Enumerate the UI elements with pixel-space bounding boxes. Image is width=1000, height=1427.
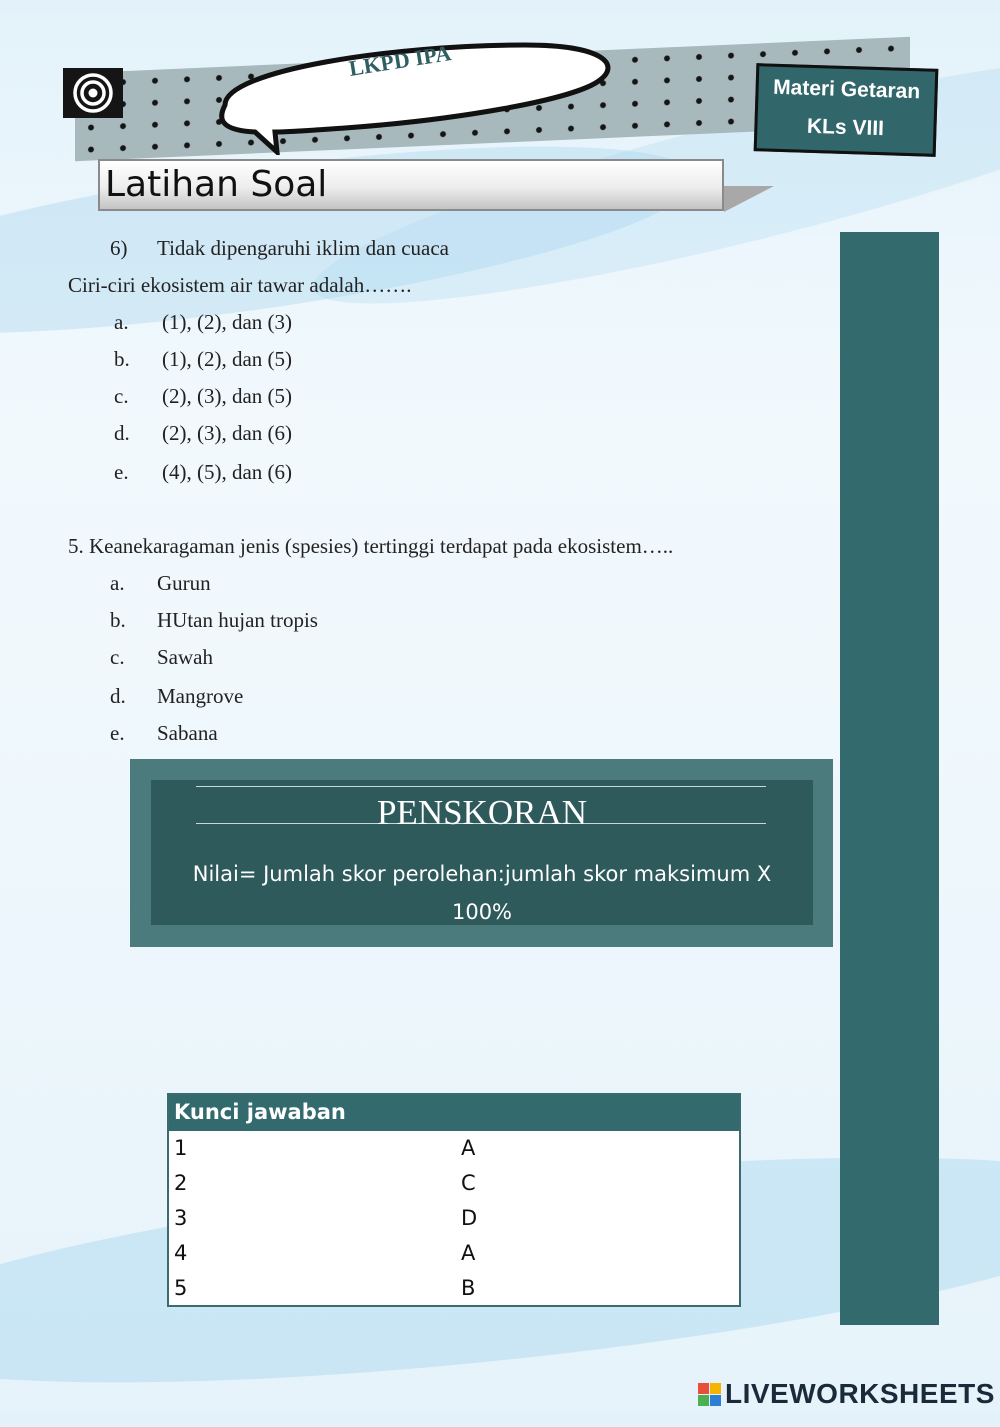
scoring-formula: Nilai= Jumlah skor perolehan:jumlah skor maksimum X 100% [192,862,772,924]
option-label: d. [114,421,130,445]
answer-number: 4 [174,1241,188,1265]
option-text: Sabana [157,721,218,745]
section-title: Latihan Soal [98,159,724,211]
answer-value: C [461,1171,476,1195]
statement-text: Tidak dipengaruhi iklim dan cuaca [157,236,449,260]
option-label: a. [114,310,129,334]
section-title-shadow [724,186,774,212]
topic-subject: Materi Getaran [772,75,921,104]
target-icon [63,68,123,118]
answer-value: A [461,1241,476,1265]
answer-value: B [461,1276,476,1300]
table-row [169,1201,739,1236]
brand-text: LIVEWORKSHEETS [725,1378,995,1409]
answer-value: D [461,1206,478,1230]
question-4-prompt: Ciri-ciri ekosistem air tawar adalah……. [68,273,412,297]
topic-grade: KLs VIII [806,114,885,141]
statement-number: 6) [110,236,128,260]
table-row [169,1131,739,1166]
question-5-prompt: 5. Keanekaragaman jenis (spesies) tertinggi terdapat pada ekosistem….. [68,534,674,558]
option-text: (1), (2), dan (3) [162,310,293,334]
topic-badge [754,63,939,157]
table-row [169,1166,739,1201]
answer-key-table [167,1093,741,1307]
option-label: b. [114,347,130,371]
answer-number: 2 [174,1171,188,1195]
option-label: c. [110,645,125,669]
option-text: Gurun [157,571,211,595]
option-text: (1), (2), dan (5) [162,347,293,371]
option-text: Sawah [157,645,213,669]
table-row [169,1236,739,1271]
option-text: Mangrove [157,684,244,708]
answer-number: 3 [174,1206,188,1230]
option-text: (2), (3), dan (6) [162,421,293,445]
answer-key-header: Kunci jawaban [169,1095,739,1131]
answer-value: A [461,1136,476,1160]
option-label: e. [110,721,125,745]
table-row [169,1271,739,1306]
bubble-title: LKPD IPA [347,40,453,81]
scoring-title: PENSKORAN [376,793,588,832]
option-label: b. [110,608,126,632]
option-label: e. [114,460,129,484]
liveworksheets-logo-icon [698,1383,721,1406]
option-label: c. [114,384,129,408]
option-text: (4), (5), dan (6) [162,460,293,484]
option-text: (2), (3), dan (5) [162,384,293,408]
option-label: d. [110,684,126,708]
answer-number: 1 [174,1136,188,1160]
option-text: HUtan hujan tropis [157,608,318,632]
option-label: a. [110,571,125,595]
side-bar [840,232,939,1325]
answer-number: 5 [174,1276,188,1300]
divider [196,786,766,787]
liveworksheets-brand[interactable] [698,1377,995,1411]
